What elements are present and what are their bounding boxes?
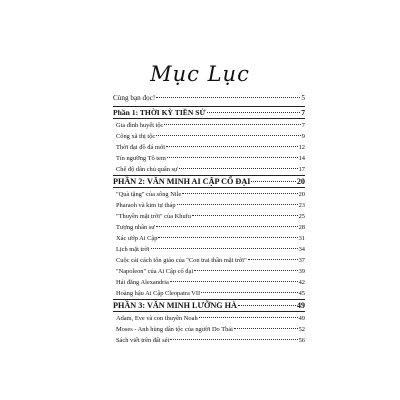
toc-entry-page: 17 [298,166,305,173]
toc-entry-label: Xác ướp Ai Cập [116,235,158,242]
toc-entry-label: Adam, Eve và con thuyền Noah [116,315,198,322]
dot-leader [248,258,298,260]
toc-entry-label: Hoàng hậu Ai Cập Cleopatra VII [116,290,201,297]
toc-entry-label: Pharaoh và kim tự tháp [116,202,176,209]
toc-part-entry [113,300,305,311]
toc-part-label: PHẦN 3: VĂN MINH LƯỠNG HÀ [113,301,237,310]
toc-entry-page: 9 [301,133,305,140]
toc-entry [113,266,305,277]
toc-entry [113,153,305,164]
toc-entry [113,288,305,299]
toc-entry-label: Hải đăng Alexandria [116,279,169,286]
toc-entry-page: 23 [298,202,305,209]
toc-entry [113,335,305,346]
dot-leader [151,247,298,249]
toc-entry [113,200,305,211]
dot-leader [179,167,298,169]
dot-leader [238,304,296,306]
dot-leader [177,203,298,205]
toc-entry-page: 37 [298,257,305,264]
toc-entry [113,211,305,222]
toc-entry [113,233,305,244]
dot-leader [166,145,298,147]
dot-leader [194,269,298,271]
dot-leader [156,134,301,136]
toc-entry [113,189,305,200]
toc-entry [113,120,305,131]
toc-entry-label: Tín ngưỡng Tô tem [116,155,166,162]
toc-entry [113,324,305,335]
toc-entry-label: Lịch mặt trời [116,246,150,253]
toc-entry [113,222,305,233]
dot-leader [182,192,297,194]
toc-entry-page: 52 [298,326,305,333]
toc-part-page: 20 [296,177,305,186]
toc-entry [113,142,305,153]
dot-leader [251,180,295,182]
dot-leader [199,316,298,318]
dot-leader [192,214,298,216]
toc-entry-page: 39 [298,268,305,275]
toc-entry-label: Sách viết trên đất sét [116,337,170,344]
toc-entry-page: 42 [298,279,305,286]
page-title: Mục Lục [150,62,250,86]
toc-entry-label: Công xã thị tộc [116,133,156,140]
dot-leader [158,236,297,238]
toc-entry-label: Thời đại đồ đá mới [116,144,166,151]
dot-leader [207,111,301,113]
table-of-contents [113,94,305,346]
toc-entry-page: 5 [301,94,305,102]
part-divider [113,311,305,312]
toc-part-page: 49 [296,301,305,310]
toc-entry-page: 34 [298,246,305,253]
dot-leader [234,327,298,329]
toc-entry [113,164,305,175]
toc-entry-page: 45 [298,290,305,297]
toc-entry-label: Tượng nhân sư [116,224,155,231]
toc-entry [113,131,305,142]
part-divider [113,187,305,188]
dot-leader [167,156,298,158]
toc-entry-label: Gia đình huyết tộc [116,122,164,129]
toc-entry-page: 14 [298,155,305,162]
toc-entry-page: 49 [298,315,305,322]
dot-leader [201,291,297,293]
toc-entry-page: 20 [298,191,305,198]
toc-entry-page: 31 [298,235,305,242]
toc-entry-page: 12 [298,144,305,151]
toc-entry [113,244,305,255]
toc-part-label: Phần 1: THỜI KỲ TIỀN SỬ [113,108,206,117]
toc-part-label: PHẦN 2: VĂN MINH AI CẬP CỔ ĐẠI [113,177,251,186]
dot-leader [156,96,300,98]
toc-entry-label: "Napoleon" của Ai Cập cổ đại [116,268,194,275]
dot-leader [170,280,298,282]
toc-part-page: 7 [301,108,305,117]
toc-entry-label: Cùng bạn đọc! [113,94,156,102]
toc-entry [113,313,305,324]
toc-part-entry [113,176,305,187]
toc-entry-page: 25 [298,213,305,220]
toc-entry-page: 56 [298,337,305,344]
toc-entry [113,255,305,266]
toc-part-entry [113,107,305,118]
dot-leader [164,123,300,125]
toc-entry-label: "Thuyền mặt trời" của Khufu [116,213,191,220]
toc-entry-page: 7 [301,122,305,129]
toc-entry-label: Cuộc cải cách tôn giáo của "Con trai thần mặt trời" [116,257,247,264]
toc-entry-label: Chế độ dân chủ quân sự [116,166,178,173]
dot-leader [156,225,298,227]
toc-intro-entry [113,94,305,103]
toc-entry-label: "Quà tặng" của sông Nile [116,191,182,198]
toc-entry-label: Moses - Anh hùng dân tộc của người Do Thái [116,326,233,333]
dot-leader [170,338,297,340]
toc-entry-page: 28 [298,224,305,231]
toc-entry [113,277,305,288]
part-divider [113,118,305,119]
